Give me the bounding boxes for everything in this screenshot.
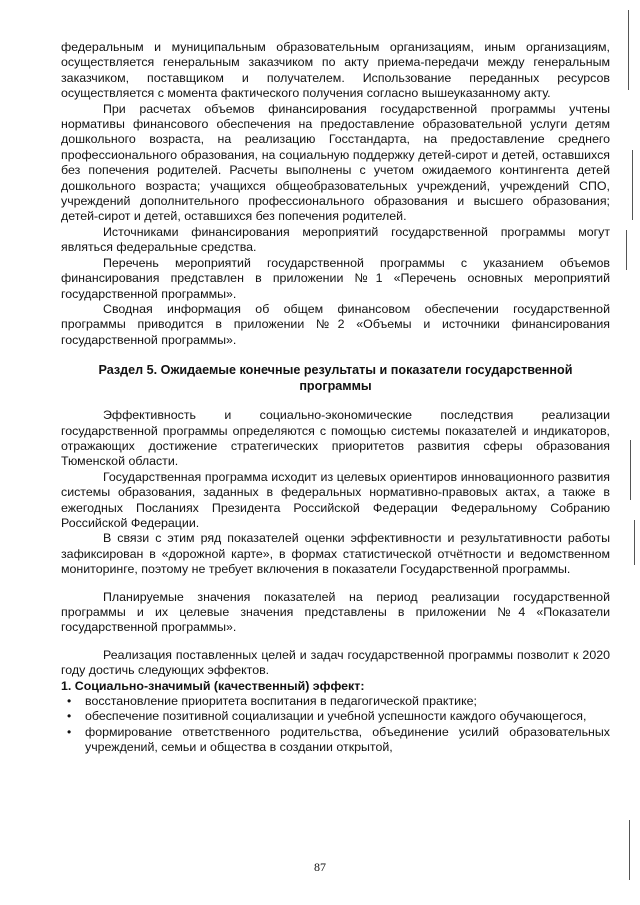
document-page (61, 40, 610, 756)
list-item (61, 709, 610, 724)
bullet-icon: • (67, 724, 72, 739)
section-heading: Раздел 5. Ожидаемые конечные результаты и показатели государственной программы (98, 363, 573, 394)
paragraph: Источниками финансирования мероприятий государственной программы могут являться федеральные средства. (61, 224, 610, 255)
paragraph: Сводная информация об общем финансовом обеспечении государственной программы приводится в приложении №2 «Объемы и источники финансирования государственной программы». (61, 301, 610, 347)
paragraph: При расчетах объемов финансирования государственной программы учтены нормативы финансового обеспечения на предоставление образовательной услуги детям дошкольного возраста, на реализацию Госстандарта, на предоставление среднего профессионального образования, на социальную поддержку детей-сирот и детей, оставшихся без попечения родителей. Расчеты выполнены с учетом ожидаемого контингента детей дошкольного возраста; учащихся общеобразовательных учреждений, учреждений СПО, учреждений дополнительного профессионального образования и высшего образования; детей-сирот и детей, оставшихся без попечения родителей. (61, 101, 610, 224)
paragraph: В связи с этим ряд показателей оценки эффективности и результативности работы зафиксирован в «дорожной карте», в формах статистической отчётности и ведомственном мониторинге, поэтому не требует включения в показатели Государственной программы. (61, 531, 610, 577)
page-number: 87 (314, 860, 326, 874)
paragraph: Реализация поставленных целей и задач государственной программы позволит к 2020 году достичь следующих эффектов. (61, 647, 610, 678)
scan-edge-noise (616, 0, 640, 905)
paragraph: федеральным и муниципальным образовательным организациям, иным организациям, осуществляется генеральным заказчиком по акту приема-передачи между генеральным заказчиком, поставщиком и получателем. Использование переданных ресурсов осуществляется с момента фактического получения согласно вышеуказанному акту. (61, 40, 610, 101)
paragraph: Эффективность и социально-экономические последствия реализации государственной программы определяются с помощью системы показателей и индикаторов, отражающих достижение стратегических приоритетов развития сферы образования Тюменской области. (61, 408, 610, 469)
bullet-icon: • (67, 694, 72, 709)
list-item (61, 694, 610, 709)
bullet-icon: • (67, 709, 72, 724)
effects-list (61, 694, 610, 756)
list-item-text: обеспечение позитивной социализации и учебной успешности каждого обучающегося, (85, 709, 587, 724)
list-item-text: восстановление приоритета воспитания в педагогической практике; (85, 694, 477, 709)
paragraph: Перечень мероприятий государственной программы с указанием объемов финансирования представлен в приложении №1 «Перечень основных мероприятий государственной программы». (61, 255, 610, 301)
list-item (61, 725, 610, 756)
paragraph: Планируемые значения показателей на период реализации государственной программы и их целевые значения представлены в приложении №4 «Показатели государственной программы». (61, 589, 610, 635)
paragraph: Государственная программа исходит из целевых ориентиров инновационного развития системы образования, заданных в федеральных нормативно-правовых актах, а также в ежегодных Посланиях Президента Российской Федерации Федеральному Собранию Российской Федерации. (61, 469, 610, 530)
effects-heading: 1. Социально-значимый (качественный) эффект: (61, 678, 365, 693)
list-item-text: формирование ответственного родительства, объединение усилий образовательных учреждений, семьи и общества в создании открытой, (85, 724, 610, 755)
